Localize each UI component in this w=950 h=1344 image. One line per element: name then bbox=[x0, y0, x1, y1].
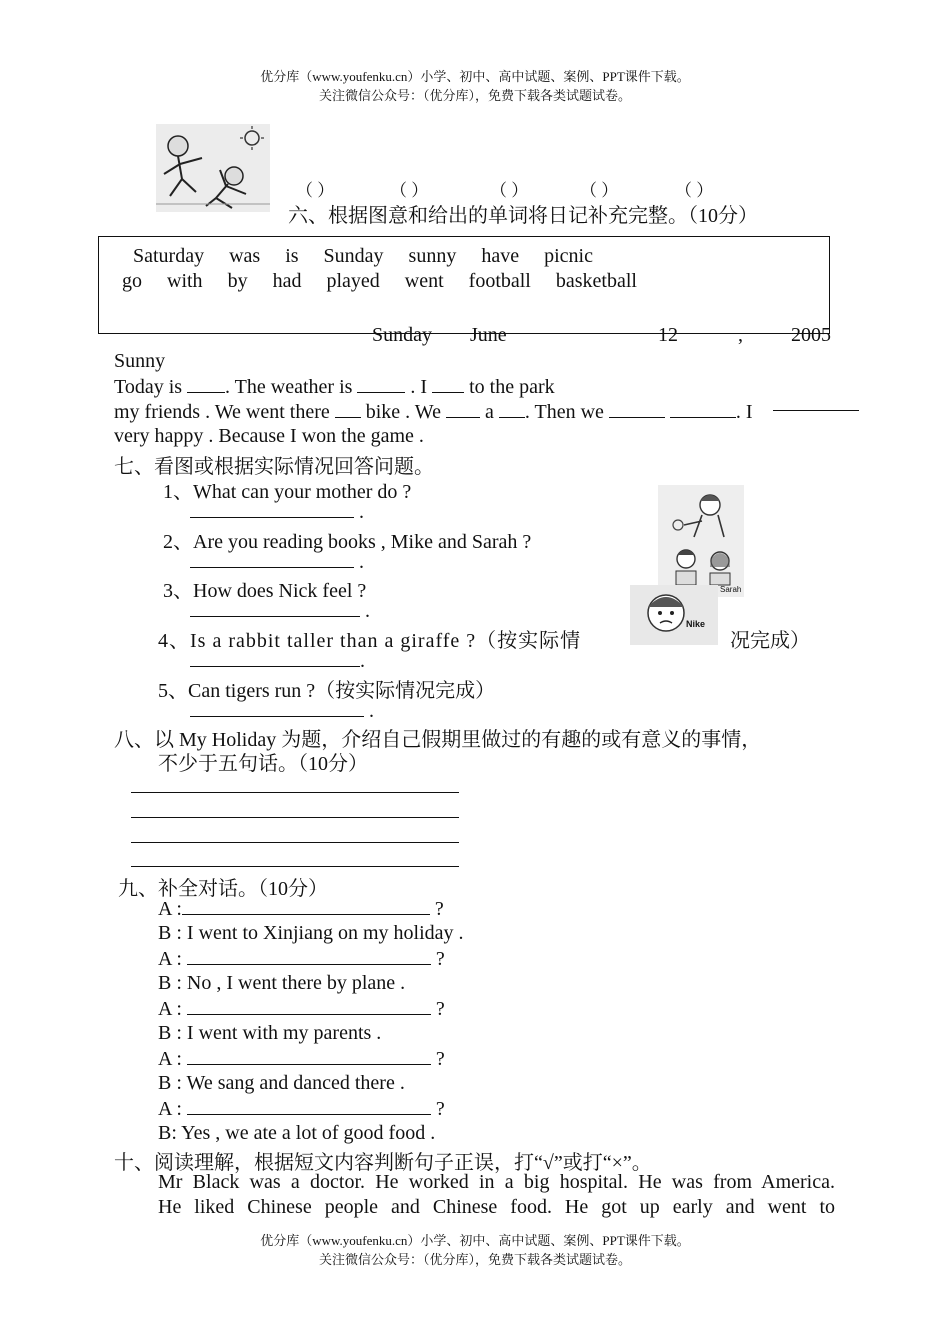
speaker-label: B: bbox=[158, 1122, 177, 1144]
answer-blank[interactable] bbox=[190, 500, 354, 518]
children-playing-picture bbox=[156, 124, 270, 212]
diary-date-day: Sunday bbox=[372, 324, 432, 346]
word-bank-word: Saturday bbox=[133, 245, 205, 267]
dialogue-end: ? bbox=[434, 898, 444, 920]
diary-blank[interactable] bbox=[609, 400, 665, 418]
dialogue-line-a bbox=[158, 997, 445, 1021]
diary-blank[interactable] bbox=[357, 375, 405, 393]
speaker-label: B : bbox=[158, 972, 182, 994]
mother-picture bbox=[658, 485, 744, 541]
answer-period: . bbox=[369, 700, 374, 722]
section-7-title: 七、看图或根据实际情况回答问题。 bbox=[114, 456, 434, 478]
answer-period: . bbox=[360, 650, 365, 672]
footer-line-2: 关注微信公众号：（优分库），免费下载各类试题试卷。 bbox=[318, 1252, 631, 1267]
answer-blank[interactable] bbox=[190, 699, 364, 717]
answer-period: . bbox=[359, 551, 364, 573]
section-6-title: 六、根据图意和给出的单词将日记补充完整。（10分） bbox=[288, 205, 758, 227]
dialogue-line-b bbox=[158, 1072, 405, 1095]
diary-weather: Sunny bbox=[114, 350, 166, 372]
speaker-label: A : bbox=[158, 1048, 182, 1070]
writing-line[interactable] bbox=[131, 817, 459, 818]
word-bank-word: went bbox=[404, 270, 444, 292]
dialogue-blank[interactable] bbox=[187, 997, 431, 1015]
dialogue-end: ? bbox=[435, 1098, 445, 1120]
diary-blank[interactable] bbox=[335, 400, 361, 418]
diary-text: Today is bbox=[114, 376, 183, 398]
section-10-title: 十、阅读理解，根据短文内容判断句子正误，打“√”或打“×”。 bbox=[114, 1152, 652, 1174]
nick-picture bbox=[630, 585, 718, 645]
speaker-label: A : bbox=[158, 1098, 182, 1120]
answer-paren-1: （ ） bbox=[296, 181, 335, 200]
dialogue-line-b bbox=[158, 1122, 435, 1145]
reading-line-1: Mr Black was a doctor. He worked in a big hospital. He was from America. bbox=[158, 1171, 835, 1193]
dialogue-end: ? bbox=[435, 1048, 445, 1070]
diary-text: . I bbox=[735, 401, 753, 423]
question-3: 3、How does Nick feel ? bbox=[163, 580, 367, 602]
diary-blank[interactable] bbox=[499, 400, 525, 418]
answer-paren-5: （ ） bbox=[675, 181, 714, 200]
section-8-title-line-2: 不少于五句话。（10分） bbox=[158, 753, 368, 775]
answer-paren-4: （ ） bbox=[580, 181, 619, 200]
diary-blank[interactable] bbox=[670, 400, 736, 418]
question-1: 1、What can your mother do ? bbox=[163, 481, 412, 503]
answer-period: . bbox=[365, 600, 370, 622]
question-4: 4、Is a rabbit taller than a giraffe ?（按实际情 bbox=[158, 630, 582, 652]
dialogue-text: Yes , we ate a lot of good food . bbox=[181, 1122, 436, 1144]
question-2: 2、Are you reading books , Mike and Sarah ? bbox=[163, 531, 532, 553]
speaker-label: A : bbox=[158, 948, 182, 970]
dialogue-line-a bbox=[158, 897, 444, 921]
dialogue-end: ? bbox=[435, 998, 445, 1020]
diary-text: to the park bbox=[469, 376, 555, 398]
word-bank-word: go bbox=[122, 270, 142, 292]
dialogue-line-b bbox=[158, 922, 464, 945]
diary-line-3: very happy . Because I won the game . bbox=[114, 425, 424, 447]
mother-drawing bbox=[658, 485, 744, 541]
dialogue-line-b bbox=[158, 1022, 381, 1045]
answer-line-5 bbox=[190, 699, 374, 723]
nick-drawing bbox=[630, 585, 718, 645]
dialogue-text: I went to Xinjiang on my holiday . bbox=[186, 922, 464, 944]
reading-line-2: He liked Chinese people and Chinese food. He got up early and went to bbox=[158, 1196, 835, 1218]
dialogue-blank[interactable] bbox=[182, 897, 430, 915]
dialogue-end: ? bbox=[435, 948, 445, 970]
diary-date-number: 12 bbox=[658, 324, 678, 346]
nike-label: Nike bbox=[686, 619, 706, 629]
diary-strike-line bbox=[773, 410, 859, 411]
section-9-title: 九、补全对话。（10分） bbox=[118, 878, 328, 900]
section-8-title-line-1: 八、以 My Holiday 为题，介绍自己假期里做过的有趣的或有意义的事情， bbox=[114, 729, 762, 751]
diary-date-year: 2005 bbox=[791, 324, 831, 346]
diary-blank[interactable] bbox=[187, 375, 225, 393]
dialogue-text: I went with my parents . bbox=[186, 1022, 382, 1044]
answer-paren-2: （ ） bbox=[390, 181, 429, 200]
speaker-label: A : bbox=[158, 998, 182, 1020]
speaker-label: A : bbox=[158, 898, 182, 920]
answer-line-2 bbox=[190, 550, 364, 574]
word-bank-word: with bbox=[167, 270, 203, 292]
diary-line-2 bbox=[114, 400, 753, 424]
answer-blank[interactable] bbox=[190, 599, 360, 617]
speaker-label: B : bbox=[158, 1072, 182, 1094]
dialogue-blank[interactable] bbox=[187, 1047, 431, 1065]
word-bank-word: is bbox=[285, 245, 299, 267]
diary-text: my friends . We went there bbox=[114, 401, 330, 423]
word-bank-word: basketball bbox=[555, 270, 637, 292]
diary-text: . I bbox=[410, 376, 428, 398]
dialogue-text: We sang and danced there . bbox=[186, 1072, 405, 1094]
speaker-label: B : bbox=[158, 1022, 182, 1044]
dialogue-line-a bbox=[158, 1097, 445, 1121]
diary-text: . The weather is bbox=[225, 376, 353, 398]
diary-date-month: June bbox=[470, 324, 507, 346]
answer-line-3 bbox=[190, 599, 370, 623]
writing-line[interactable] bbox=[131, 792, 459, 793]
writing-line[interactable] bbox=[131, 842, 459, 843]
word-bank-word: played bbox=[326, 270, 380, 292]
word-bank-word: was bbox=[229, 245, 261, 267]
speaker-label: B : bbox=[158, 922, 182, 944]
word-bank-word: Sunday bbox=[323, 245, 384, 267]
word-bank-word: by bbox=[227, 270, 248, 292]
word-bank-row-1 bbox=[133, 245, 613, 268]
question-5: 5、Can tigers run ?（按实际情况完成） bbox=[158, 680, 496, 702]
answer-blank[interactable] bbox=[190, 550, 354, 568]
word-bank-word: football bbox=[468, 270, 531, 292]
question-4-end: 况完成） bbox=[730, 630, 810, 652]
answer-line-1 bbox=[190, 500, 364, 524]
dialogue-line-b bbox=[158, 972, 405, 995]
header-line-2: 关注微信公众号：（优分库），免费下载各类试题试卷。 bbox=[318, 88, 631, 103]
dialogue-text: No , I went there by plane . bbox=[186, 972, 406, 994]
word-bank-row-2 bbox=[122, 270, 657, 293]
diary-blank[interactable] bbox=[432, 375, 464, 393]
word-bank-word: picnic bbox=[544, 245, 593, 267]
sarah-label: Sarah bbox=[720, 585, 742, 594]
children-playing-drawing bbox=[156, 124, 270, 212]
diary-text: . Then we bbox=[524, 401, 604, 423]
dialogue-line-a bbox=[158, 1047, 445, 1071]
answer-blank[interactable] bbox=[190, 649, 360, 667]
word-bank-word: have bbox=[481, 245, 520, 267]
dialogue-blank[interactable] bbox=[187, 1097, 431, 1115]
diary-text: a bbox=[484, 401, 494, 423]
dialogue-blank[interactable] bbox=[187, 947, 431, 965]
answer-paren-3: （ ） bbox=[490, 181, 529, 200]
footer-line-1: 优分库（www.youfenku.cn）小学、初中、高中试题、案例、PPT课件下载。 bbox=[260, 1233, 690, 1248]
diary-date-comma: , bbox=[738, 324, 743, 346]
word-bank-box bbox=[98, 236, 830, 334]
header-line-1: 优分库（www.youfenku.cn）小学、初中、高中试题、案例、PPT课件下载。 bbox=[260, 69, 690, 84]
word-bank-word: had bbox=[272, 270, 302, 292]
dialogue-line-a bbox=[158, 947, 445, 971]
answer-period: . bbox=[359, 501, 364, 523]
word-bank-word: sunny bbox=[408, 245, 457, 267]
diary-text: bike . We bbox=[365, 401, 441, 423]
diary-blank[interactable] bbox=[446, 400, 480, 418]
diary-line-1 bbox=[114, 375, 555, 399]
writing-line[interactable] bbox=[131, 866, 459, 867]
answer-line-4 bbox=[190, 649, 365, 673]
